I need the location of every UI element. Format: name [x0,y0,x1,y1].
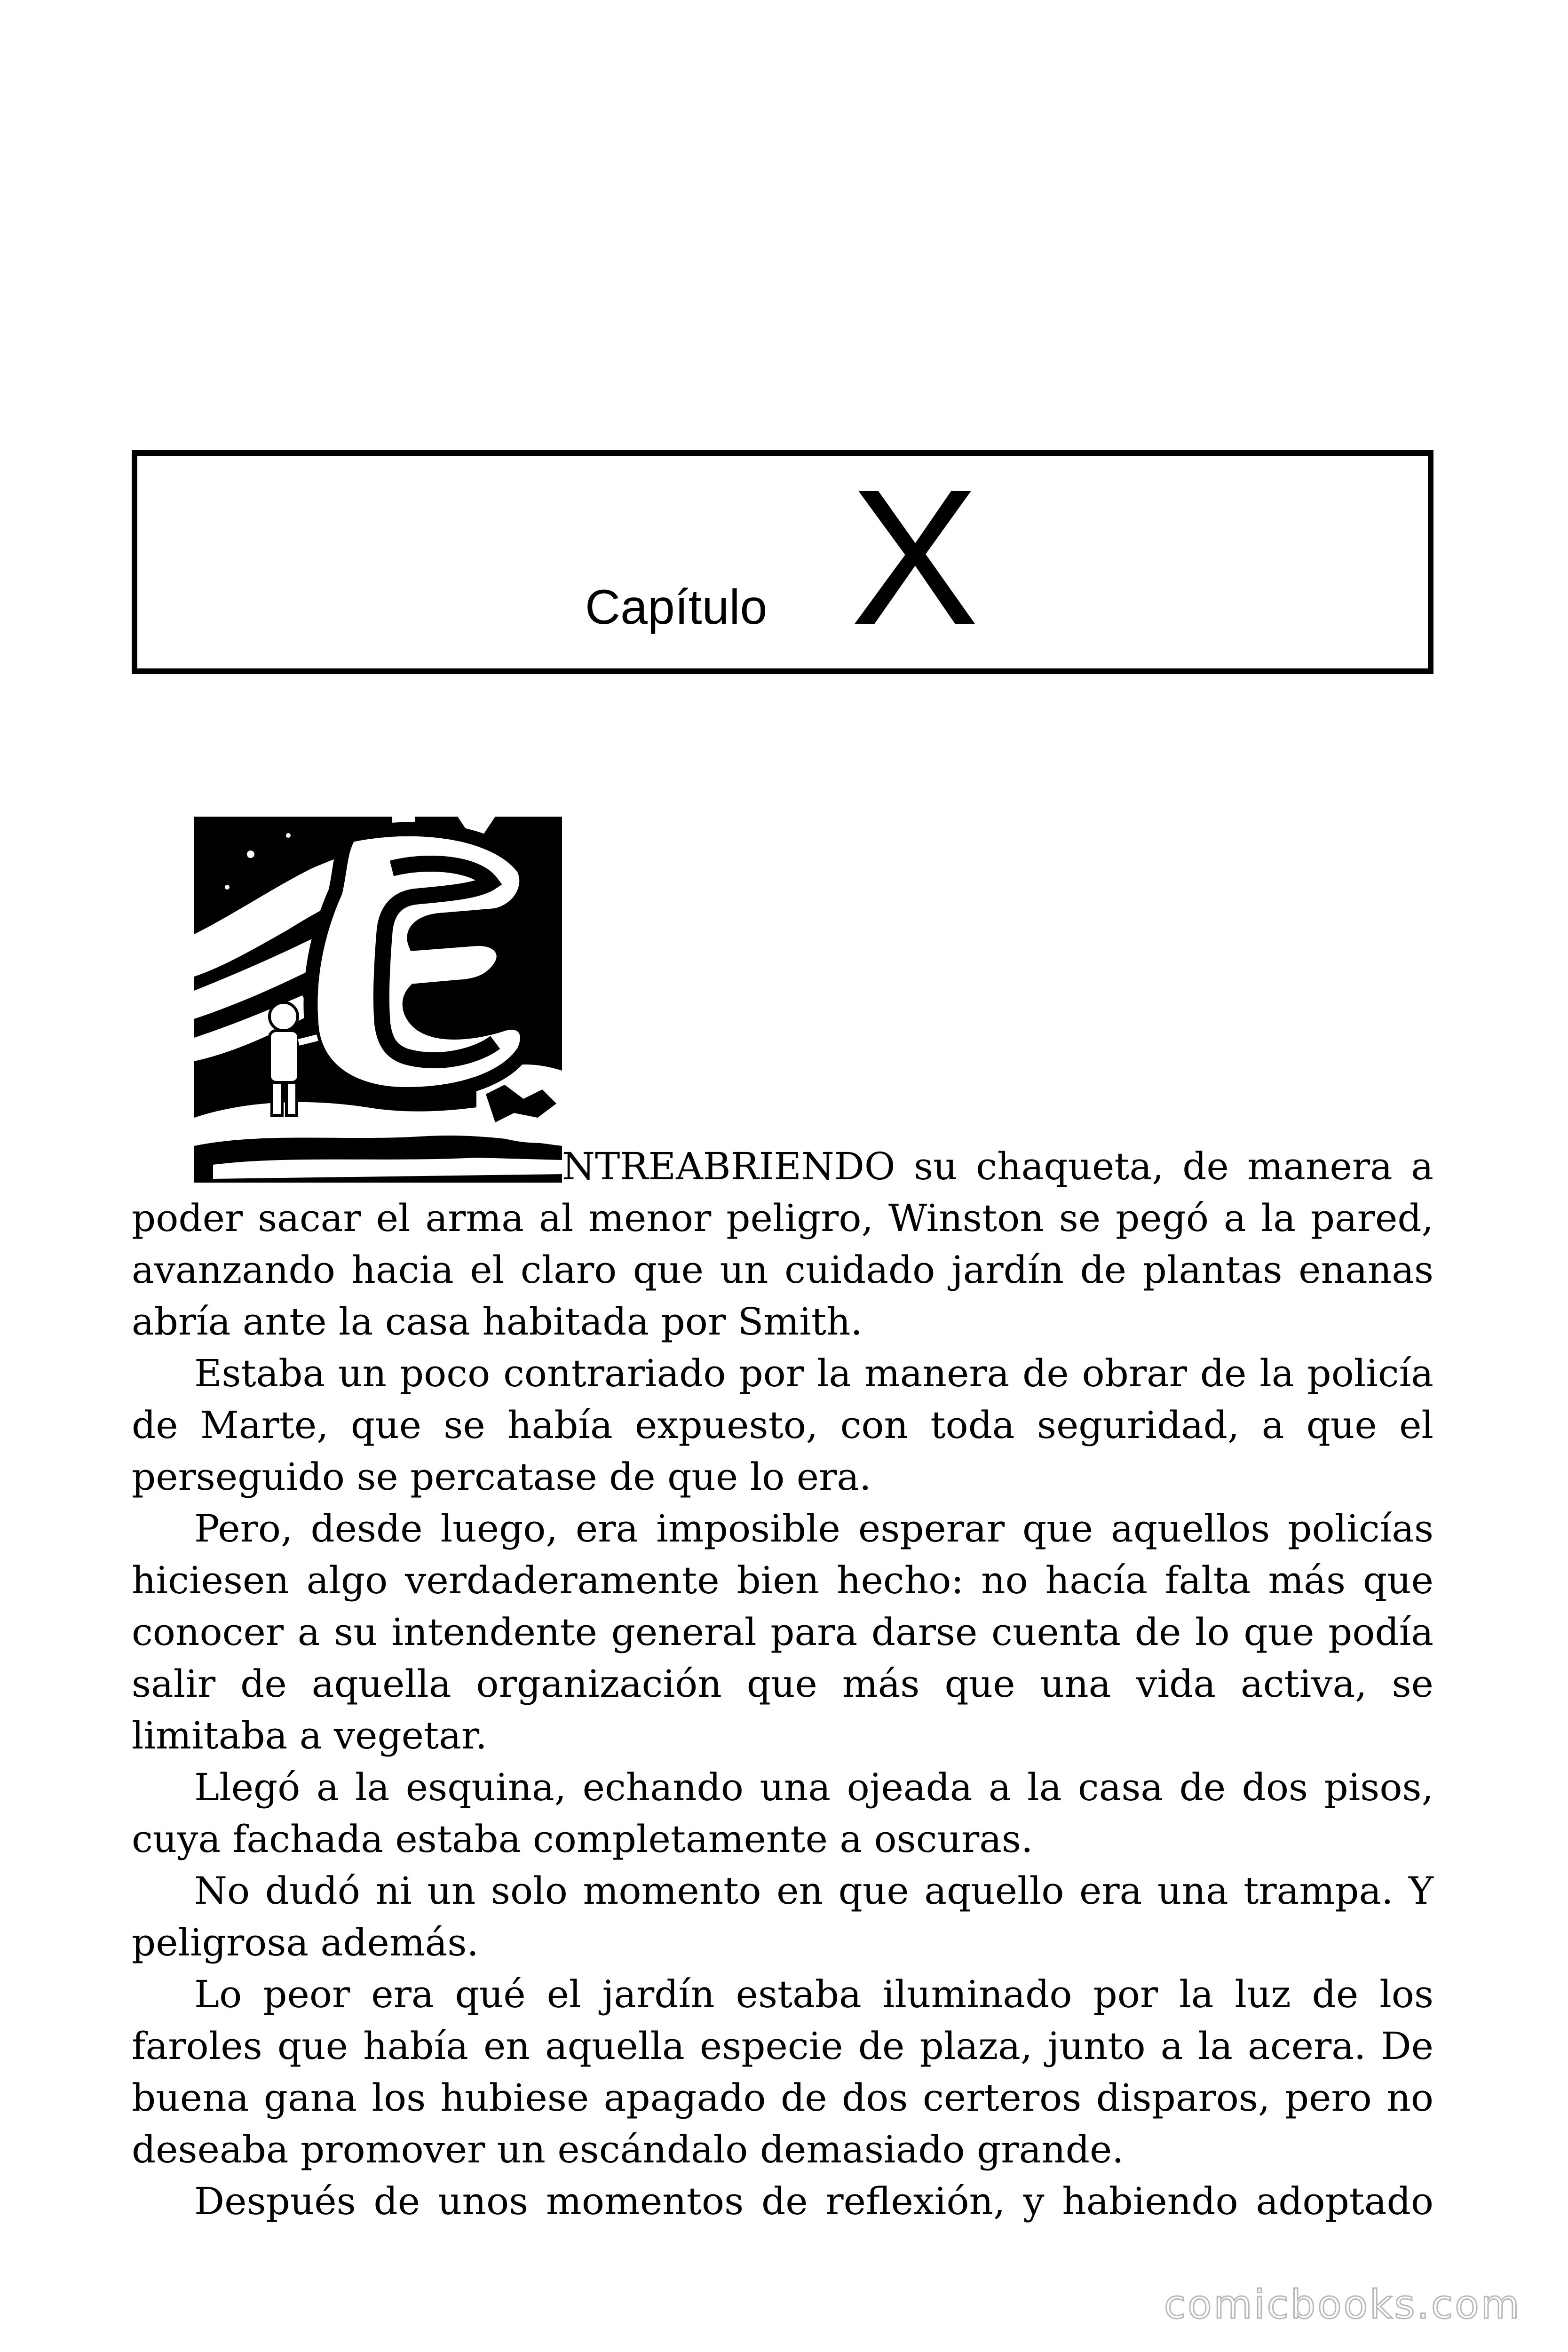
text-line: Lo peor era qué el jardín estaba iluminado por la luz de los [194,1972,1433,2016]
text-line: Pero, desde luego, era imposible esperar que aquellos policías [194,1507,1433,1550]
text-line: limitaba a vegetar. [132,1714,487,1757]
body-text [132,1192,1433,2227]
paragraph-1-first-line [562,1141,1433,1192]
watermark: comicbooks.com [1164,2281,1521,2328]
text-line: No dudó ni un solo momento en que aquello era una trampa. Y [194,1869,1433,1913]
chapter-label: Capítulo [585,580,768,635]
text-line: salir de aquella organización que más que una vida activa, se [132,1662,1433,1706]
text-line: avanzando hacia el claro que un cuidado jardín de plantas enanas [132,1248,1433,1292]
chapter-number: X [850,449,979,665]
text-line: poder sacar el arma al menor peligro, Winston se pegó a la pared, [132,1196,1433,1240]
text-line: faroles que había en aquella especie de plaza, junto a la acera. De [132,2024,1433,2068]
text-line: deseaba promover un escándalo demasiado grande. [132,2128,1124,2171]
text-line: de Marte, que se había expuesto, con toda seguridad, a que el [132,1403,1433,1447]
text-line: Llegó a la esquina, echando una ojeada a la casa de dos pisos, [194,1765,1433,1809]
text-line: cuya fachada estaba completamente a oscuras. [132,1817,1033,1861]
text-line: peligrosa además. [132,1921,479,1964]
text-line: perseguido se percatase de que lo era. [132,1455,871,1499]
text-line: NTREABRIENDO su chaqueta, de manera a [562,1144,1433,1188]
text-line: Estaba un poco contrariado por la manera de obrar de la policía [194,1351,1433,1395]
text-line: conocer a su intendente general para darse cuenta de lo que podía [132,1610,1433,1654]
text-line: buena gana los hubiese apagado de dos certeros disparos, pero no [132,2076,1433,2120]
text-line: Después de unos momentos de reflexión, y habiendo adoptado [194,2179,1433,2223]
dropcap-illustration-icon [194,817,562,1183]
chapter-heading-box [132,450,1433,674]
text-line: hiciesen algo verdaderamente bien hecho: no hacía falta más que [132,1558,1433,1602]
text-line: abría ante la casa habitada por Smith. [132,1300,863,1343]
